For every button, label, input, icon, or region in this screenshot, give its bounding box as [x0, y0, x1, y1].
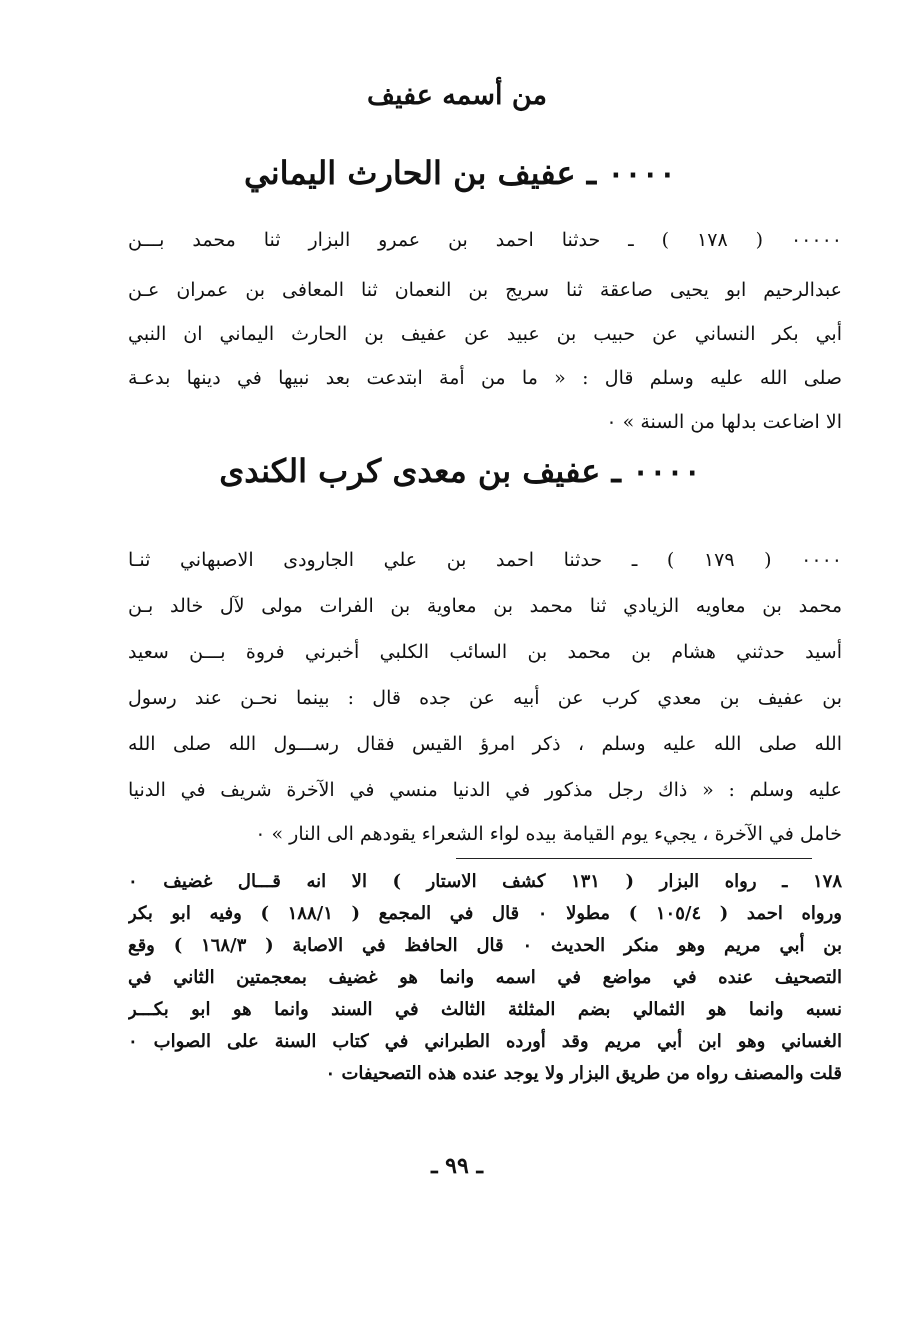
entry-2-line-4: بن عفيف بن معدي كرب عن أبيه عن جده قال : بينما نحـن عند رسول	[128, 687, 842, 709]
footnote-line-6: الغساني وهو ابن أبي مريم وقد أورده الطبراني في كتاب السنة على الصواب ٠	[128, 1031, 842, 1052]
entry-2-line-3: أسيد حدثني هشام بن محمد بن السائب الكلبي أخبرني فروة بـــن سعيد	[128, 641, 842, 663]
section-heading: من أسمه عفيف	[367, 80, 547, 111]
footnote-line-3: بن أبي مريم وهو منكر الحديث ٠ قال الحافظ في الاصابة ( ١٦٨/٣ ) وقع	[128, 935, 842, 956]
entry-1-line-4: صلى الله عليه وسلم قال : « ما من أمة ابتدعت بعد نبيها في دينها بدعـة	[128, 367, 842, 389]
entry-1-line-1: ٠٠٠٠٠ ( ١٧٨ ) ـ حدثنا احمد بن عمرو البزار ثنا محمد بـــن	[128, 229, 842, 251]
entry-2-line-2: محمد بن معاويه الزيادي ثنا محمد بن معاوية بن الفرات مولى لآل خالد بـن	[128, 595, 842, 617]
entry-2-line-5: الله صلى الله عليه وسلم ، ذكر امرؤ القيس فقال رســـول الله صلى الله	[128, 733, 842, 755]
entry-1-line-3: أبي بكر النساني عن حبيب بن عبيد عن عفيف بن الحارث اليماني ان النبي	[128, 323, 842, 345]
entry-1-line-5: الا اضاعت بدلها من السنة » ٠	[606, 411, 842, 433]
footnote-line-4: التصحيف عنده في مواضع في اسمه وانما هو غضيف بمعجمتين الثاني في	[128, 967, 842, 988]
entry-2-line-6: عليه وسلم : « ذاك رجل مذكور في الدنيا منسي في الآخرة شريف في الدنيا	[128, 779, 842, 801]
footnote-line-1: ١٧٨ ـ رواه البزار ( ١٣١ كشف الاستار ) الا انه قـــال غضيف ٠	[128, 871, 842, 892]
footnote-line-5: نسبه وانما هو الثمالي بضم المثلثة الثالث في السند وانما هو ابو بكـــر	[128, 999, 842, 1020]
footnote-line-2: ورواه احمد ( ١٠٥/٤ ) مطولا ٠ قال في المجمع ( ١٨٨/١ ) وفيه ابو بكر	[128, 903, 842, 924]
entry-1-line-2: عبدالرحيم ابو يحيى صاعقة ثنا سريج بن النعمان ثنا المعافى بن عمران عـن	[128, 279, 842, 301]
page-number: ـ ٩٩ ـ	[431, 1153, 483, 1179]
entry-title-1: ٠٠٠٠ ـ عفيف بن الحارث اليماني	[244, 154, 676, 192]
entry-title-2: ٠٠٠٠ ـ عفيف بن معدى كرب الكندى	[219, 452, 701, 490]
footnote-divider	[456, 858, 812, 859]
entry-2-line-7: خامل في الآخرة ، يجيء يوم القيامة بيده لواء الشعراء يقودهم الى النار » ٠	[255, 823, 842, 845]
footnote-line-7: قلت والمصنف رواه من طريق البزار ولا يوجد عنده هذه التصحيفات ٠	[325, 1063, 842, 1084]
entry-2-line-1: ٠٠٠٠ ( ١٧٩ ) ـ حدثنا احمد بن علي الجارودى الاصبهاني ثنـا	[128, 549, 842, 571]
